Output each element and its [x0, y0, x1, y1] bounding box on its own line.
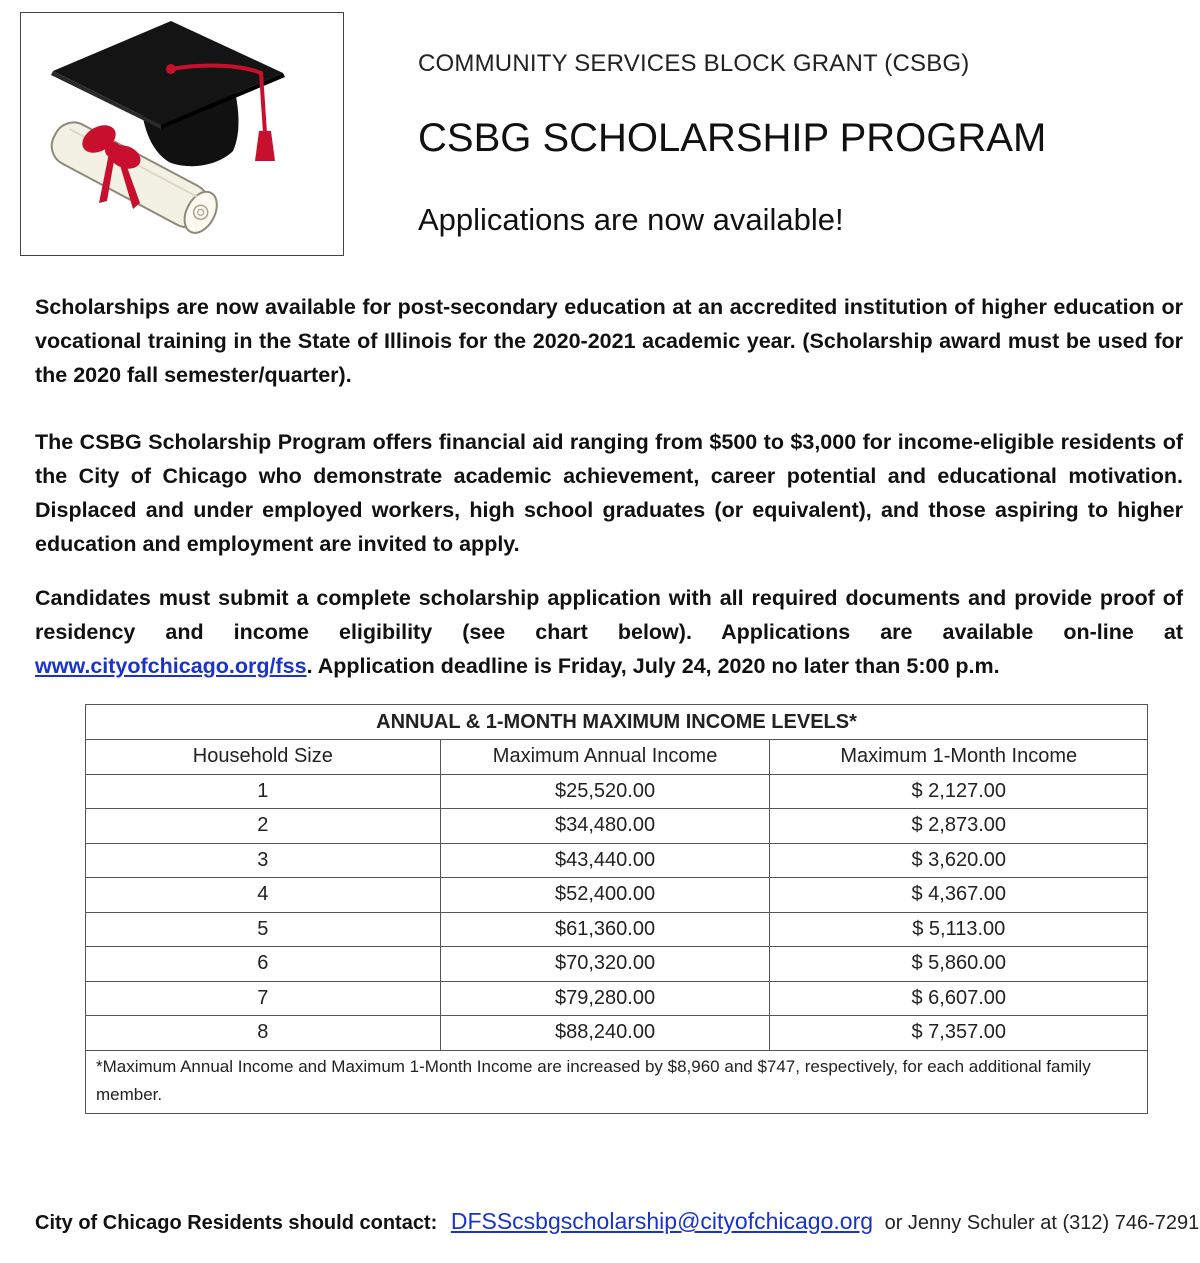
- household-size-cell: 7: [86, 981, 441, 1016]
- table-row: [86, 878, 1148, 913]
- monthly-income-cell: $ 7,357.00: [770, 1016, 1148, 1051]
- contact-phone-text: or Jenny Schuler at (312) 746-7291: [884, 1212, 1200, 1234]
- instructions-text-start: Candidates must submit a complete scholarship application with all required documents and provide proof of residency and income eligibility (see chart below). Applications are available on-line at: [35, 586, 1183, 644]
- annual-income-cell: $79,280.00: [440, 981, 770, 1016]
- monthly-income-cell: $ 5,860.00: [770, 947, 1148, 982]
- annual-income-cell: $25,520.00: [440, 774, 770, 809]
- table-title: ANNUAL & 1-MONTH MAXIMUM INCOME LEVELS*: [86, 705, 1148, 740]
- household-size-cell: 8: [86, 1016, 441, 1051]
- household-size-cell: 3: [86, 843, 441, 878]
- annual-income-cell: $34,480.00: [440, 809, 770, 844]
- fss-website-link[interactable]: www.cityofchicago.org/fss: [35, 654, 307, 678]
- monthly-income-cell: $ 6,607.00: [770, 981, 1148, 1016]
- graduation-logo: [20, 12, 344, 256]
- page-title: CSBG SCHOLARSHIP PROGRAM: [418, 116, 1047, 160]
- table-row: [86, 843, 1148, 878]
- table-row: [86, 912, 1148, 947]
- household-size-cell: 5: [86, 912, 441, 947]
- contact-email-link[interactable]: DFSScsbgscholarship@cityofchicago.org: [450, 1208, 874, 1234]
- annual-income-cell: $43,440.00: [440, 843, 770, 878]
- contact-label: City of Chicago Residents should contact:: [35, 1212, 438, 1234]
- table-footnote: *Maximum Annual Income and Maximum 1-Month Income are increased by $8,960 and $747, respectively, for each additional family member.: [86, 1050, 1148, 1113]
- application-instructions-paragraph: [35, 581, 1183, 683]
- monthly-income-cell: $ 4,367.00: [770, 878, 1148, 913]
- table-row: [86, 981, 1148, 1016]
- graduation-cap-diploma-icon: [21, 13, 343, 255]
- contact-line: [35, 1208, 1199, 1235]
- table-row: [86, 809, 1148, 844]
- annual-income-cell: $88,240.00: [440, 1016, 770, 1051]
- eligibility-paragraph: Scholarships are now available for post-secondary education at an accredited institution of higher education or vocational training in the State of Illinois for the 2020-2021 academic year. (Scholarship award must be used for the 2020 fall semester/quarter).: [35, 295, 1183, 387]
- household-size-cell: 2: [86, 809, 441, 844]
- annual-income-cell: $70,320.00: [440, 947, 770, 982]
- table-row: [86, 947, 1148, 982]
- instructions-text-end: . Application deadline is Friday, July 24, 2020 no later than 5:00 p.m.: [306, 654, 1000, 678]
- monthly-income-cell: $ 2,127.00: [770, 774, 1148, 809]
- monthly-income-cell: $ 3,620.00: [770, 843, 1148, 878]
- table-row: [86, 1016, 1148, 1051]
- monthly-income-cell: $ 2,873.00: [770, 809, 1148, 844]
- table-row: [86, 774, 1148, 809]
- income-levels-table: [85, 704, 1148, 1114]
- column-header-monthly-income: Maximum 1-Month Income: [770, 740, 1148, 775]
- household-size-cell: 6: [86, 947, 441, 982]
- household-size-cell: 4: [86, 878, 441, 913]
- household-size-cell: 1: [86, 774, 441, 809]
- monthly-income-cell: $ 5,113.00: [770, 912, 1148, 947]
- program-description-paragraph: The CSBG Scholarship Program offers financial aid ranging from $500 to $3,000 for income-eligible residents of the City of Chicago who demonstrate academic achievement, career potential and educational motivation. Displaced and under employed workers, high school graduates (or equivalent), and those aspiring to higher education and employment are invited to apply.: [35, 430, 1183, 556]
- column-header-household-size: Household Size: [86, 740, 441, 775]
- column-header-annual-income: Maximum Annual Income: [440, 740, 770, 775]
- annual-income-cell: $61,360.00: [440, 912, 770, 947]
- program-grant-name: COMMUNITY SERVICES BLOCK GRANT (CSBG): [418, 50, 970, 77]
- annual-income-cell: $52,400.00: [440, 878, 770, 913]
- page-subtitle: Applications are now available!: [418, 202, 844, 237]
